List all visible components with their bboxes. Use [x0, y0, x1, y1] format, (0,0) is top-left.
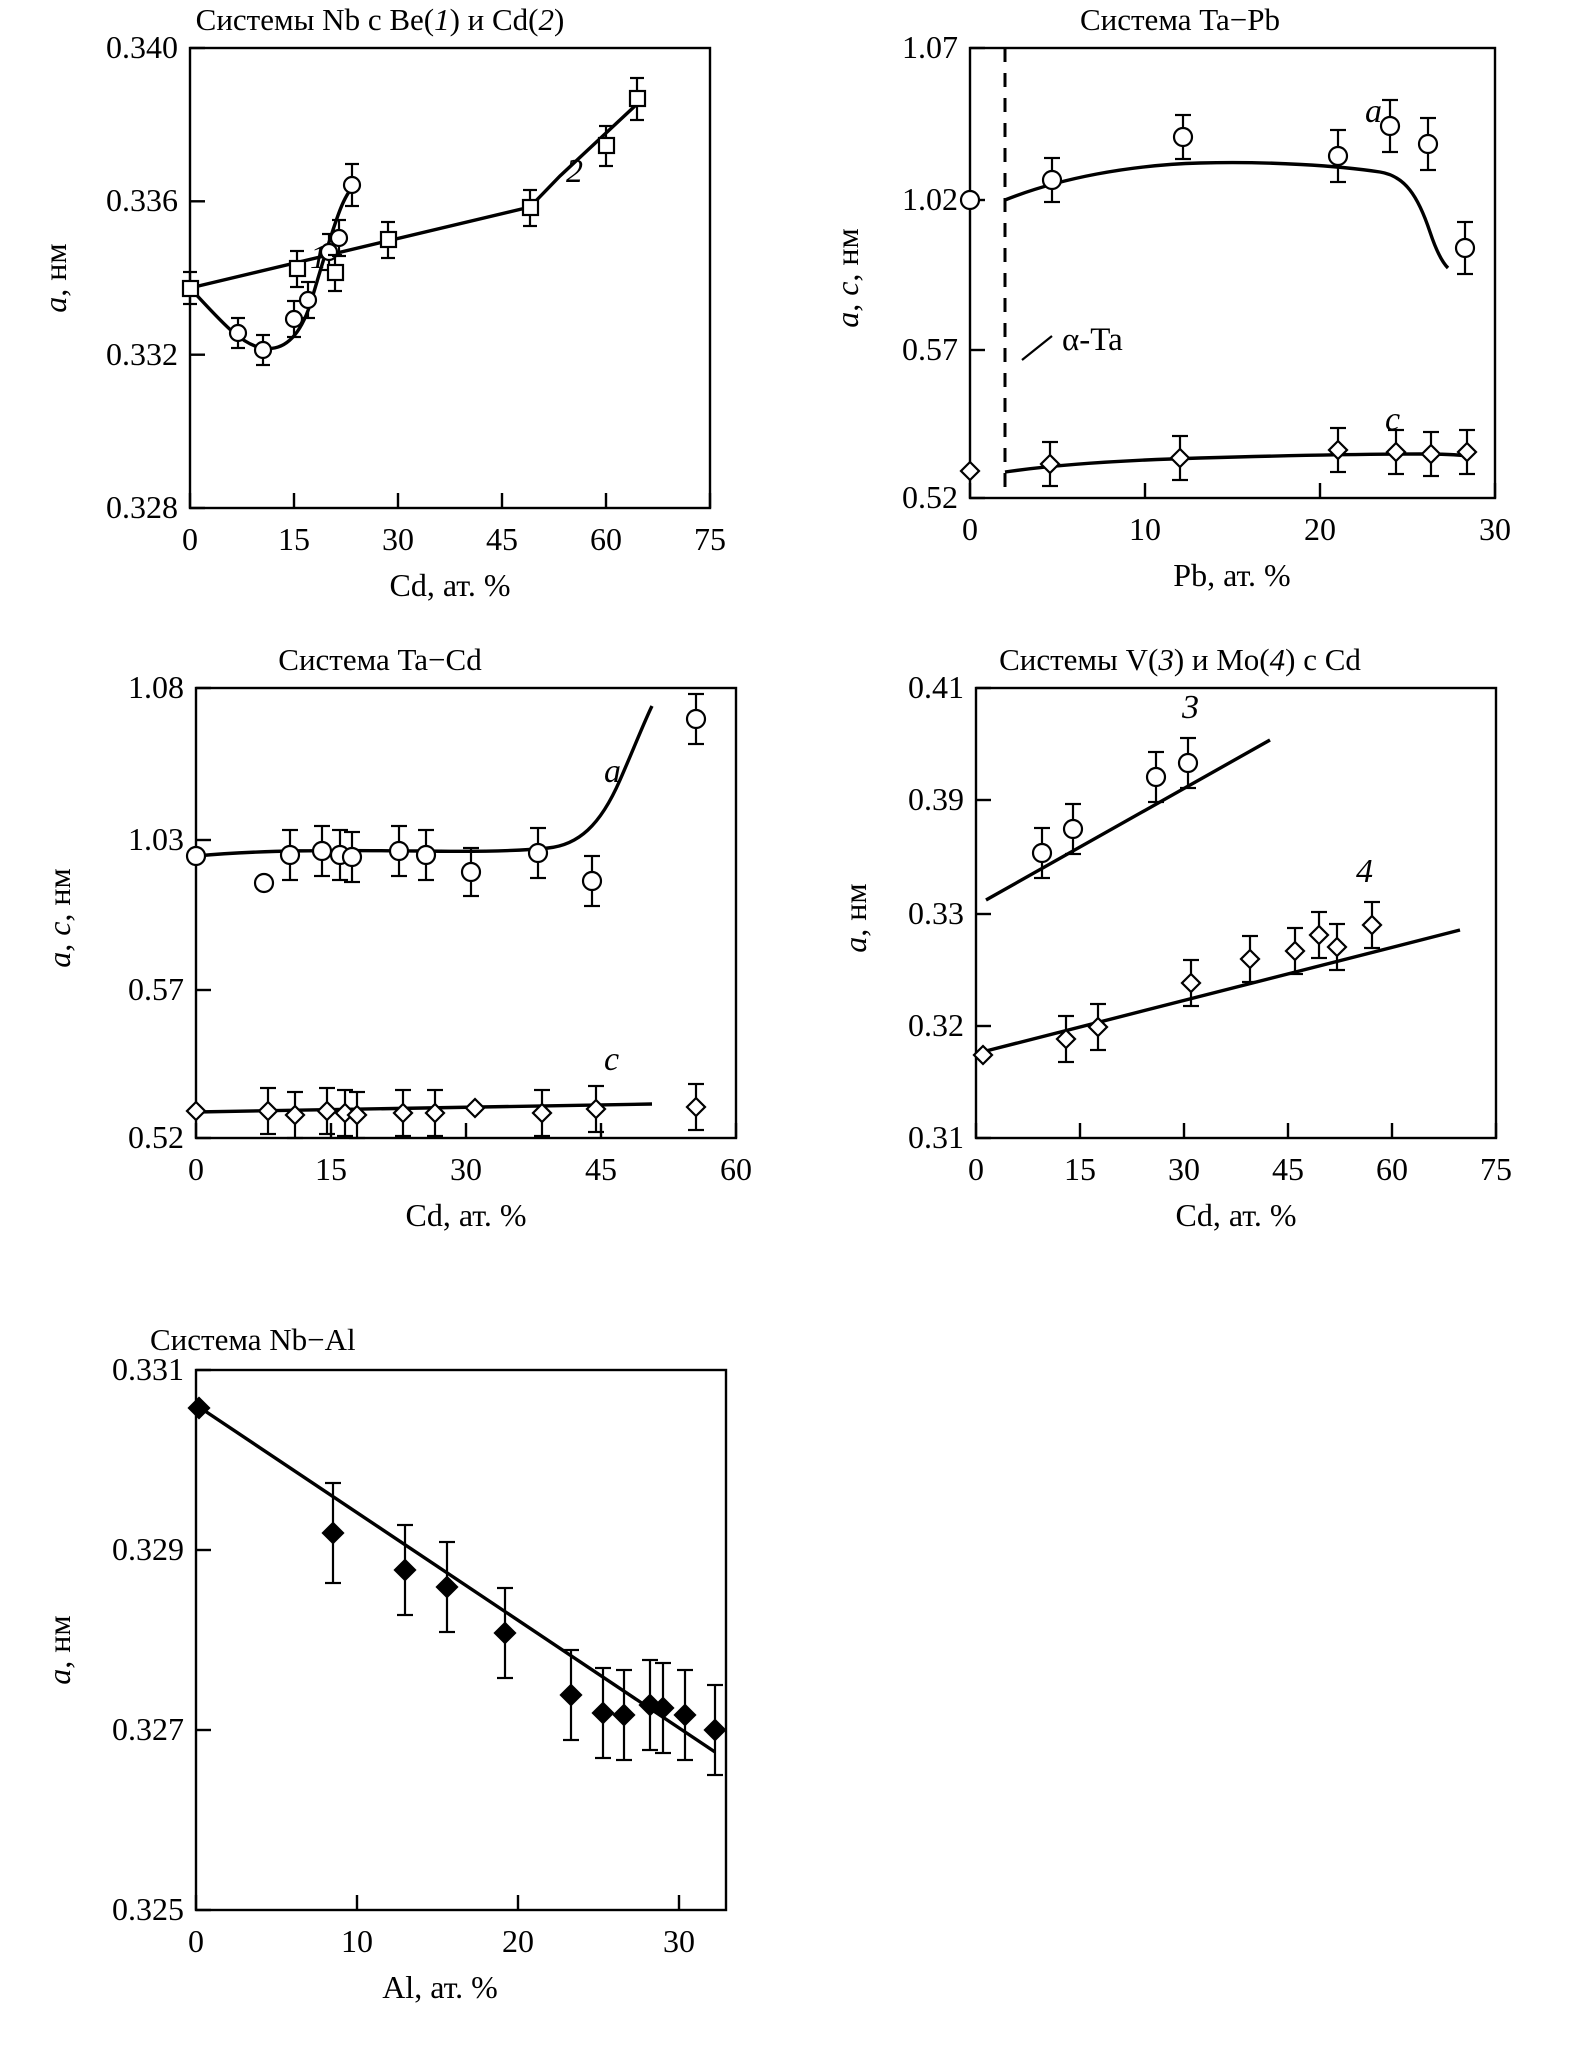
annotation-a: a	[1365, 93, 1382, 130]
chart-ta-pb	[800, 0, 1560, 620]
svg-text:75: 75	[1480, 1151, 1512, 1187]
svg-text:0.31: 0.31	[908, 1119, 964, 1155]
svg-text:a, нм: a, нм	[837, 883, 873, 953]
svg-text:30: 30	[1168, 1151, 1200, 1187]
svg-text:0.52: 0.52	[128, 1119, 184, 1155]
svg-text:a, c, нм: a, c, нм	[829, 228, 865, 328]
svg-text:0.33: 0.33	[908, 895, 964, 931]
svg-text:30: 30	[450, 1151, 482, 1187]
panel-title-nb-be-cd	[0, 2, 760, 38]
panel-title-nb-al	[0, 1322, 910, 1358]
svg-text:0.52: 0.52	[902, 479, 958, 515]
svg-text:10: 10	[341, 1923, 373, 1959]
annotation-c: c	[1385, 401, 1401, 438]
panel-title-text: Система Ta−Cd	[278, 642, 482, 677]
svg-text:0.57: 0.57	[128, 971, 184, 1007]
svg-text:0.327: 0.327	[112, 1711, 184, 1747]
chart-ta-cd	[0, 640, 760, 1260]
svg-text:a, нм: a, нм	[41, 1615, 77, 1685]
panel-title-text: Системы Nb с Be(1) и Cd(2)	[195, 2, 565, 37]
svg-text:Al, ат. %: Al, ат. %	[382, 1969, 498, 2005]
svg-text:0.41: 0.41	[908, 669, 964, 705]
panel-title-ta-cd	[0, 642, 760, 678]
annotation-3: 3	[1182, 689, 1199, 726]
panel-title-text: Система Nb−Al	[150, 1322, 356, 1357]
svg-text:60: 60	[1376, 1151, 1408, 1187]
svg-text:30: 30	[663, 1923, 695, 1959]
svg-text:0.39: 0.39	[908, 781, 964, 817]
svg-text:15: 15	[315, 1151, 347, 1187]
svg-text:0.332: 0.332	[106, 336, 178, 372]
annotation-a: a	[604, 753, 621, 790]
svg-text:20: 20	[1304, 511, 1336, 547]
svg-text:45: 45	[1272, 1151, 1304, 1187]
svg-text:0.325: 0.325	[112, 1891, 184, 1927]
svg-text:0.328: 0.328	[106, 489, 178, 525]
svg-text:0.340: 0.340	[106, 29, 178, 65]
panel-title-ta-pb	[800, 2, 1560, 38]
svg-text:a, нм: a, нм	[37, 243, 73, 313]
svg-text:Cd, ат. %: Cd, ат. %	[405, 1197, 527, 1233]
svg-text:0: 0	[962, 511, 978, 547]
panel-title-v-mo-cd	[800, 642, 1560, 678]
annotation-4: 4	[1356, 853, 1373, 890]
chart-v-mo-cd	[800, 640, 1560, 1260]
svg-text:0: 0	[182, 521, 198, 557]
svg-text:0.329: 0.329	[112, 1531, 184, 1567]
svg-text:0: 0	[188, 1151, 204, 1187]
panel-title-text: Система Ta−Pb	[1079, 2, 1280, 37]
svg-text:0: 0	[188, 1923, 204, 1959]
panel-title-text: Системы V(3) и Mo(4) с Cd	[999, 642, 1361, 677]
svg-text:Cd, ат. %: Cd, ат. %	[389, 567, 511, 603]
svg-text:0.32: 0.32	[908, 1007, 964, 1043]
panel-v-mo-cd	[800, 640, 1560, 1260]
annotation-1: 1	[310, 239, 327, 276]
svg-text:60: 60	[720, 1151, 752, 1187]
svg-text:0.336: 0.336	[106, 182, 178, 218]
svg-text:0: 0	[968, 1151, 984, 1187]
panel-ta-cd	[0, 640, 760, 1260]
svg-text:60: 60	[590, 521, 622, 557]
svg-text:15: 15	[1064, 1151, 1096, 1187]
svg-text:1.02: 1.02	[902, 181, 958, 217]
svg-text:1.08: 1.08	[128, 669, 184, 705]
svg-text:20: 20	[502, 1923, 534, 1959]
chart-nb-be-cd	[0, 0, 760, 620]
panel-ta-pb	[800, 0, 1560, 620]
svg-text:30: 30	[1479, 511, 1511, 547]
panel-nb-be-cd	[0, 0, 760, 620]
svg-text:Cd, ат. %: Cd, ат. %	[1175, 1197, 1297, 1233]
svg-text:75: 75	[694, 521, 726, 557]
chart-nb-al	[0, 1320, 760, 2060]
svg-text:1.07: 1.07	[902, 29, 958, 65]
svg-text:a, c, нм: a, c, нм	[41, 868, 77, 968]
svg-text:10: 10	[1129, 511, 1161, 547]
svg-text:0.57: 0.57	[902, 331, 958, 367]
svg-text:45: 45	[585, 1151, 617, 1187]
annotation-2: 2	[566, 153, 583, 190]
svg-text:45: 45	[486, 521, 518, 557]
panel-nb-al	[0, 1320, 760, 2060]
svg-text:30: 30	[382, 521, 414, 557]
svg-text:0.331: 0.331	[112, 1351, 184, 1387]
svg-text:1.03: 1.03	[128, 821, 184, 857]
svg-text:Pb, ат. %: Pb, ат. %	[1173, 557, 1291, 593]
annotation-alpha-ta: α-Ta	[1062, 322, 1123, 358]
svg-text:15: 15	[278, 521, 310, 557]
annotation-c: c	[604, 1041, 620, 1078]
